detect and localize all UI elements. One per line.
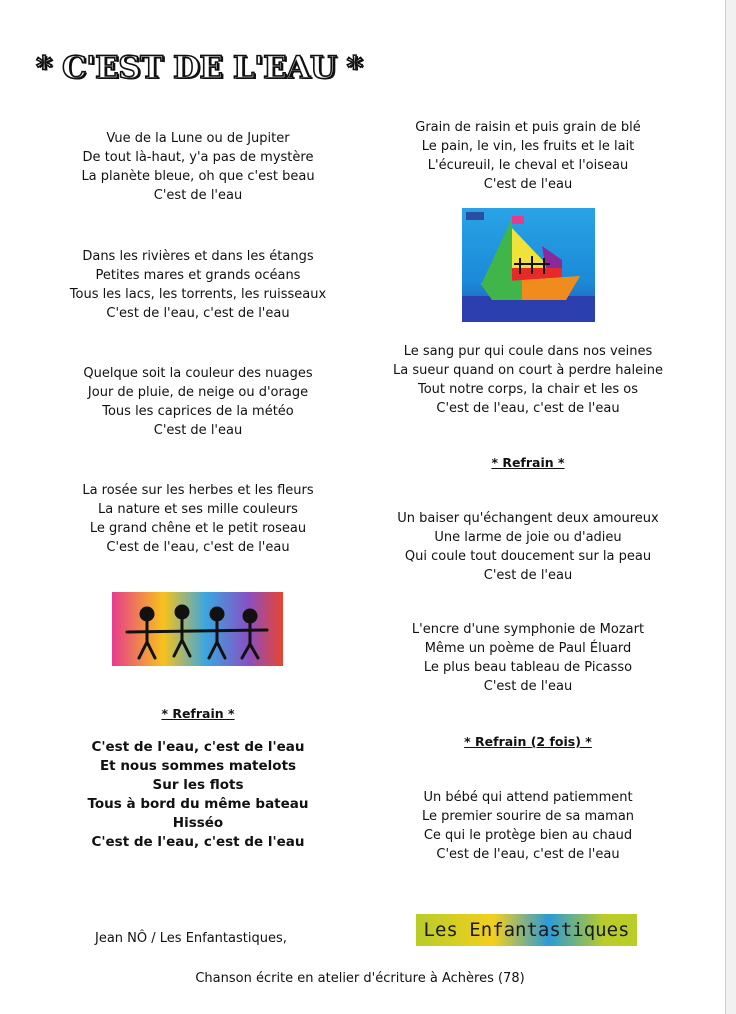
lyric-line: Le sang pur qui coule dans nos veines (403, 344, 653, 359)
refrain-label: * Refrain * (491, 455, 565, 470)
refrain-2-label: * Refrain (2 fois) * (464, 734, 592, 749)
lyric-line: Qui coule tout doucement sur la peau (404, 549, 652, 564)
chorus-line: C'est de l'eau, c'est de l'eau (91, 834, 305, 850)
lyric-line: La planète bleue, oh que c'est beau (81, 169, 315, 184)
stanza (360, 509, 696, 585)
lyric-line: Grain de raisin et puis grain de blé (415, 120, 641, 135)
lyric-line: C'est de l'eau, c'est de l'eau (106, 540, 290, 555)
lyric-line: Le grand chêne et le petit roseau (89, 521, 307, 536)
lyric-line: La rosée sur les herbes et les fleurs (82, 483, 314, 498)
lyric-line: La nature et ses mille couleurs (98, 502, 298, 517)
boat-album-cover (462, 208, 595, 322)
lyric-line: C'est de l'eau, c'est de l'eau (436, 401, 620, 416)
stanza (360, 342, 696, 418)
enfantastiques-logo: Les Enfantastiques (416, 914, 637, 946)
lyric-line: Le pain, le vin, les fruits et le lait (421, 139, 635, 154)
lyric-line: Le plus beau tableau de Picasso (423, 660, 633, 675)
lyric-line: Tous les lacs, les torrents, les ruisseaux (69, 287, 327, 302)
lyric-line: Vue de la Lune ou de Jupiter (106, 131, 290, 146)
stanza (30, 129, 366, 205)
author-credit: Jean NÔ / Les Enfantastiques, (95, 931, 287, 946)
lyric-line: Jour de pluie, de neige ou d'orage (87, 385, 309, 400)
chorus-line: C'est de l'eau, c'est de l'eau (91, 739, 305, 755)
lyric-line: Tous les caprices de la météo (102, 404, 294, 419)
footer-note: Chanson écrite en atelier d'écriture à Achères (78) (195, 971, 525, 986)
lyric-line: C'est de l'eau, c'est de l'eau (106, 306, 290, 321)
chorus-line: Sur les flots (152, 777, 244, 793)
lyric-line: L'écureuil, le cheval et l'oiseau (427, 158, 629, 173)
stanza (30, 364, 366, 440)
lyric-line: Même un poème de Paul Éluard (424, 641, 632, 656)
stanza (30, 481, 366, 557)
lyric-line: La sueur quand on court à perdre haleine (393, 363, 663, 378)
chorus-line: Hisséo (172, 815, 224, 831)
lyric-line: C'est de l'eau, c'est de l'eau (436, 847, 620, 862)
lyric-line: Un baiser qu'échangent deux amoureux (397, 511, 659, 526)
stanza (360, 788, 696, 864)
chorus (30, 738, 366, 852)
chorus-line: Tous à bord du même bateau (87, 796, 309, 812)
page-edge (725, 0, 736, 1014)
refrain-label: * Refrain * (161, 706, 235, 721)
lyric-line: Un bébé qui attend patiemment (423, 790, 633, 805)
lyric-line: C'est de l'eau (153, 423, 243, 438)
stanza (30, 247, 366, 323)
stanza (360, 620, 696, 696)
lyric-line: Dans les rivières et dans les étangs (82, 249, 314, 264)
lyric-line: C'est de l'eau (483, 679, 573, 694)
dancers-illustration (112, 592, 283, 666)
lyric-line: Tout notre corps, la chair et les os (418, 382, 638, 397)
lyric-line: C'est de l'eau (483, 568, 573, 583)
lyric-line: Ce qui le protège bien au chaud (423, 828, 633, 843)
stanza (360, 118, 696, 194)
song-title: * C'EST DE L'EAU * (36, 50, 363, 86)
lyric-line: L'encre d'une symphonie de Mozart (411, 622, 645, 637)
lyric-line: C'est de l'eau (153, 188, 243, 203)
lyric-line: De tout là-haut, y'a pas de mystère (82, 150, 314, 165)
chorus-line: Et nous sommes matelots (99, 758, 297, 774)
lyric-line: Le premier sourire de sa maman (421, 809, 635, 824)
lyric-line: Quelque soit la couleur des nuages (83, 366, 313, 381)
lyric-line: Une larme de joie ou d'adieu (434, 530, 622, 545)
lyric-line: Petites mares et grands océans (95, 268, 301, 283)
lyric-line: C'est de l'eau (483, 177, 573, 192)
